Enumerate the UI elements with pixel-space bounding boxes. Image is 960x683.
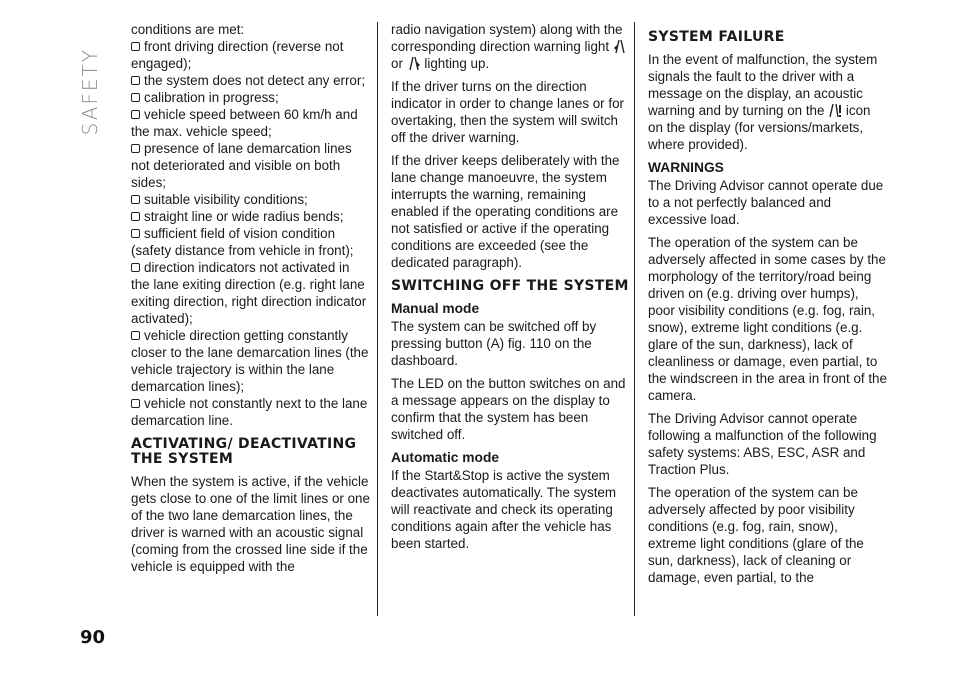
column-1 [131, 21, 371, 581]
paragraph: If the Start&Stop is active the system deactivates automatically. The system will reactivate and check its operating conditions again after the vehicle has been started. [391, 468, 617, 551]
paragraph: The LED on the button switches on and a message appears on the display to confirm that the system has been switched off. [391, 376, 626, 442]
column-2 [391, 21, 631, 558]
bullet-item: vehicle direction getting constantly closer to the lane demarcation lines (the vehicle trajectory is within the lane demarcation lines); [131, 327, 371, 395]
page-number: 90 [80, 627, 106, 648]
subheading: Automatic mode [391, 450, 500, 465]
bullet-item: direction indicators not activated in the lane exiting direction (e.g. right lane exiting direction, right direction indicator activated); [131, 259, 371, 327]
paragraph: The Driving Advisor cannot operate following a malfunction of the following safety systems: ABS, ESC, ASR and Traction Plus. [648, 411, 877, 477]
bullet-item: suitable visibility conditions; [131, 191, 371, 208]
paragraph: If the driver keeps deliberately with the lane change manoeuvre, the system interrupts the warning, remaining enabled if the operating conditions are not satisfied or active if the operating conditions are exceeded (see the dedicated paragraph). [391, 153, 620, 270]
bullet-item: sufficient field of vision condition (safety distance from vehicle in front); [131, 225, 371, 259]
bullet-item: front driving direction (reverse not engaged); [131, 38, 371, 72]
paragraph: If the driver turns on the direction indicator in order to change lanes or for overtaking, then the system will switch off the driver warning. [391, 79, 624, 145]
lane-warning-left-icon [613, 39, 627, 54]
section-heading: ACTIVATING/ DEACTIVATING THE SYSTEM [131, 436, 357, 467]
paragraph-text: radio navigation system) along with the corresponding direction warning light [391, 22, 623, 54]
paragraph: The operation of the system can be adversely affected in some cases by the morphology of the territory/road being driven on (e.g. driving over humps), poor visibility conditions (e.g. fog, rain, snow), extreme light conditions (e.g. glare of the sun, darkness), lack of cleanliness or damage, even partial, to the windscreen in the area in front of the camera. [648, 235, 887, 403]
bullet-item: straight line or wide radius bends; [131, 208, 371, 225]
bullet-item: calibration in progress; [131, 89, 371, 106]
paragraph-text: lighting up. [424, 56, 490, 71]
paragraph-text: In the event of malfunction, the system signals the fault to the driver with a message on the display, an acoustic warning and by turning on the [648, 52, 878, 118]
section-heading: SYSTEM FAILURE [648, 29, 785, 45]
paragraph-text: icon on the display (for versions/markets, where provided). [648, 103, 871, 152]
bullet-item: the system does not detect any error; [131, 72, 371, 89]
paragraph: The Driving Advisor cannot operate due to a not perfectly balanced and excessive load. [648, 178, 884, 227]
bullet-item: vehicle speed between 60 km/h and the max. vehicle speed; [131, 106, 371, 140]
paragraph: The system can be switched off by pressing button (A) fig. 110 on the dashboard. [391, 319, 597, 368]
subheading: WARNINGS [648, 160, 724, 175]
paragraph [648, 51, 888, 153]
section-heading: SWITCHING OFF THE SYSTEM [391, 278, 629, 294]
paragraph: When the system is active, if the vehicle gets close to one of the limit lines or one of the two lane demarcation lines, the driver is warned with an acoustic signal (coming from the crossed line side if the vehicle is equipped with the [131, 474, 370, 574]
column-3 [648, 21, 888, 592]
subheading: Manual mode [391, 301, 480, 316]
paragraph [391, 21, 631, 72]
column-divider [634, 22, 635, 616]
paragraph-text: or [391, 56, 403, 71]
intro-text: conditions are met: [131, 22, 245, 37]
bullet-item: presence of lane demarcation lines not deteriorated and visible on both sides; [131, 140, 371, 191]
section-tab: SAFETY [78, 48, 102, 136]
lane-departure-failure-icon [828, 103, 842, 118]
bullet-item: vehicle not constantly next to the lane demarcation line. [131, 395, 371, 429]
lane-warning-right-icon [407, 56, 421, 71]
paragraph: The operation of the system can be adversely affected by poor visibility conditions (e.g. fog, rain, snow), extreme light conditions (glare of the sun, darkness), lack of cleaning or damage, even partial, to the [648, 485, 864, 585]
column-divider [377, 22, 378, 616]
